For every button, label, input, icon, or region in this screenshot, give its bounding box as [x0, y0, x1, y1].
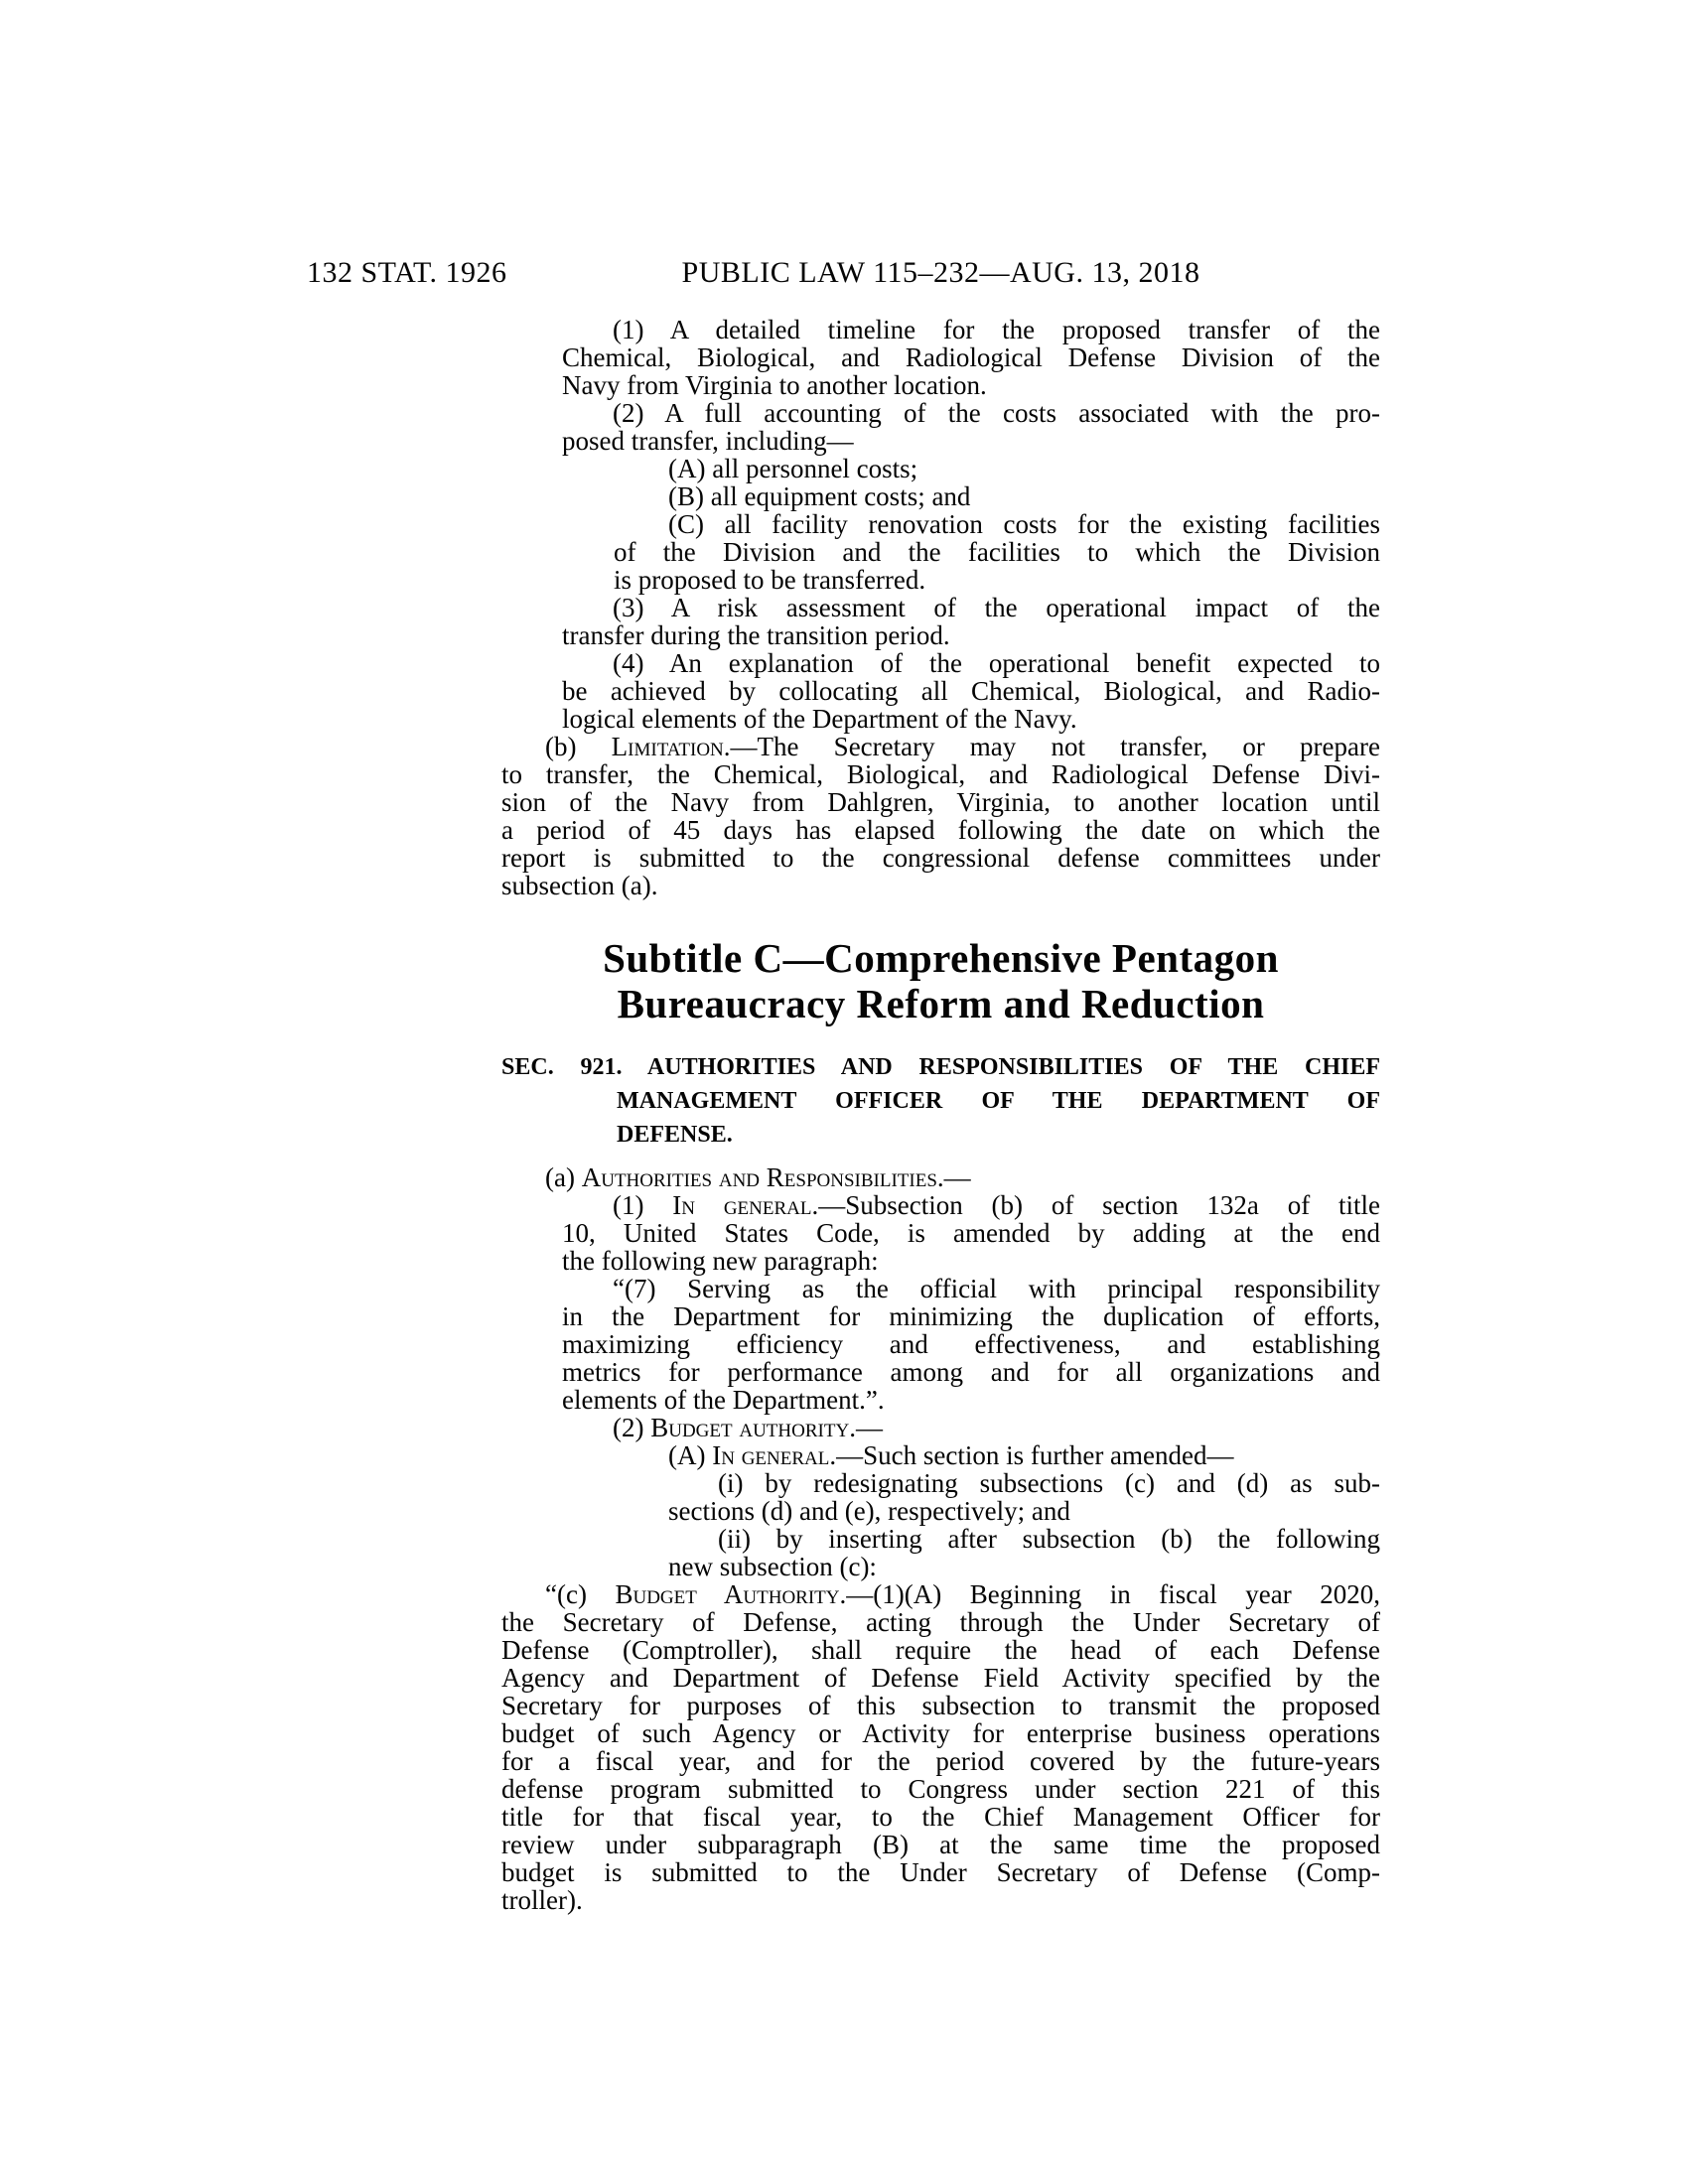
statute-text: Agency and Department of Defense Field Activity specified by the [501, 1663, 1380, 1693]
statute-text: .— [936, 1162, 971, 1192]
statute-text: defense program submitted to Congress under section 221 of this [501, 1774, 1380, 1804]
small-caps-term: Authorities and Responsibilities [581, 1162, 937, 1192]
statute-line [501, 455, 1380, 482]
statute-line [501, 1553, 1380, 1580]
statute-line [501, 1219, 1380, 1247]
statute-text: Secretary for purposes of this subsection to transmit the proposed [501, 1691, 1380, 1720]
statute-text: (3) A risk assessment of the operational impact of the [613, 593, 1380, 622]
statute-line [501, 705, 1380, 733]
statute-text: (C) all facility renovation costs for the existing facilities [668, 509, 1380, 539]
statute-text: (4) An explanation of the operational benefit expected to [613, 648, 1380, 678]
statute-text: .—The Secretary may not transfer, or prepare [723, 732, 1380, 761]
statute-line [501, 1858, 1380, 1886]
statute-text: transfer during the transition period. [562, 620, 950, 650]
statute-line [501, 1386, 1380, 1414]
statute-line [501, 1831, 1380, 1858]
statute-text: (1) [613, 1190, 673, 1220]
statute-line [501, 1775, 1380, 1803]
statute-text: .—(1)(A) Beginning in fiscal year 2020, [839, 1579, 1381, 1609]
statute-text: maximizing efficiency and effectiveness, and establishing [562, 1329, 1380, 1359]
statute-text: budget of such Agency or Activity for enterprise business operations [501, 1718, 1380, 1748]
statute-text: SEC. 921. AUTHORITIES AND RESPONSIBILITIES OF THE CHIEF [501, 1054, 1380, 1080]
statute-line [501, 649, 1380, 677]
statute-line [501, 844, 1380, 872]
statute-text: posed transfer, including— [562, 426, 854, 456]
statute-text: (A) [668, 1440, 713, 1470]
statute-text: budget is submitted to the Under Secretary of Defense (Comp- [501, 1857, 1380, 1887]
statute-line [501, 594, 1380, 621]
statute-line [501, 1580, 1380, 1608]
statute-line [501, 1302, 1380, 1330]
statute-text: title for that fiscal year, to the Chief Management Officer for [501, 1802, 1380, 1832]
statute-text: to transfer, the Chemical, Biological, and Radiological Defense Divi- [501, 759, 1380, 789]
statute-text: a period of 45 days has elapsed following the date on which the [501, 815, 1380, 845]
statute-text: (i) by redesignating subsections (c) and (d) as sub- [718, 1468, 1380, 1498]
section-heading [501, 1050, 1380, 1152]
statute-text: (B) all equipment costs; and [668, 481, 971, 511]
statute-text: (2) A full accounting of the costs associated with the pro- [613, 398, 1380, 428]
statute-text: new subsection (c): [668, 1552, 877, 1581]
statute-line [501, 371, 1380, 399]
statute-line [501, 538, 1380, 566]
statute-text: logical elements of the Department of the Navy. [562, 704, 1077, 734]
statute-line [501, 1525, 1380, 1553]
statute-text: (2) [613, 1413, 651, 1442]
statute-text: MANAGEMENT OFFICER OF THE DEPARTMENT OF [617, 1088, 1380, 1114]
statute-text: the following new paragraph: [562, 1246, 879, 1276]
statute-text: report is submitted to the congressional defense committees under [501, 843, 1380, 873]
statute-text: (ii) by inserting after subsection (b) the following [718, 1524, 1380, 1554]
statute-line [501, 1803, 1380, 1831]
statute-line [501, 1330, 1380, 1358]
statute-line [501, 343, 1380, 371]
statute-text: “(c) [545, 1579, 616, 1609]
stat-page-number: 132 STAT. 1926 [307, 256, 507, 289]
statute-line [501, 1050, 1380, 1084]
small-caps-term: Budget authority [650, 1413, 850, 1442]
statute-line [501, 1497, 1380, 1525]
statute-text: Chemical, Biological, and Radiological Defense Division of the [562, 342, 1380, 372]
statute-line [501, 760, 1380, 788]
statute-text: review under subparagraph (B) at the same time the proposed [501, 1830, 1380, 1859]
statute-line [501, 1414, 1380, 1441]
statute-line [501, 621, 1380, 649]
statute-line [501, 1747, 1380, 1775]
statute-text: 10, United States Code, is amended by adding at the end [562, 1218, 1380, 1248]
statute-text: (a) [545, 1162, 582, 1192]
statute-line [501, 510, 1380, 538]
statute-line [501, 1886, 1380, 1914]
statute-line [501, 399, 1380, 427]
statute-text: subsection (a). [501, 871, 658, 900]
statute-line [501, 1247, 1380, 1275]
statute-body-block-2 [501, 1163, 1380, 1914]
subtitle-heading [501, 935, 1380, 1026]
statute-text: sections (d) and (e), respectively; and [668, 1496, 1070, 1526]
statute-text: (A) all personnel costs; [668, 454, 918, 483]
statute-line [501, 1719, 1380, 1747]
statute-line [501, 1664, 1380, 1692]
statute-line [501, 1469, 1380, 1497]
statute-text-column [501, 316, 1380, 1914]
statute-line [501, 733, 1380, 760]
statute-text: Defense (Comptroller), shall require the head of each Defense [501, 1635, 1380, 1665]
statute-text: Navy from Virginia to another location. [562, 370, 987, 400]
statute-line [501, 1163, 1380, 1191]
statute-line [501, 1636, 1380, 1664]
statute-line [501, 1275, 1380, 1302]
statute-text: the Secretary of Defense, acting through the Under Secretary of [501, 1607, 1380, 1637]
statute-text: DEFENSE. [617, 1122, 733, 1148]
statute-line [501, 566, 1380, 594]
statute-body-block-1 [501, 316, 1380, 899]
statute-text: be achieved by collocating all Chemical, Biological, and Radio- [562, 676, 1380, 706]
statute-text: .—Such section is further amended— [829, 1440, 1234, 1470]
running-header [0, 256, 1688, 296]
statute-line [501, 1118, 1380, 1152]
small-caps-term: In general [712, 1440, 830, 1470]
small-caps-term: Limitation [611, 732, 724, 761]
statute-text: for a fiscal year, and for the period covered by the future-years [501, 1746, 1380, 1776]
public-law-header: PUBLIC LAW 115–232—AUG. 13, 2018 [681, 256, 1200, 289]
statute-line [501, 1692, 1380, 1719]
statute-line [501, 816, 1380, 844]
subtitle-heading-line: Subtitle C—Comprehensive Pentagon [603, 935, 1279, 981]
statute-line [501, 872, 1380, 899]
small-caps-term: Budget Authority [615, 1579, 840, 1609]
statute-line [501, 1441, 1380, 1469]
statute-line [501, 427, 1380, 455]
statute-text: “(7) Serving as the official with principal responsibility [613, 1274, 1380, 1303]
statute-line [501, 677, 1380, 705]
statute-text: .— [849, 1413, 883, 1442]
statute-text: is proposed to be transferred. [614, 565, 926, 595]
statute-text: (b) [545, 732, 612, 761]
statute-line [501, 1358, 1380, 1386]
subtitle-heading-line: Bureaucracy Reform and Reduction [617, 981, 1265, 1026]
statute-text: .—Subsection (b) of section 132a of title [811, 1190, 1380, 1220]
statute-text: sion of the Navy from Dahlgren, Virginia, to another location until [501, 787, 1380, 817]
statute-text: metrics for performance among and for all organizations and [562, 1357, 1380, 1387]
statute-line [501, 482, 1380, 510]
statute-text: (1) A detailed timeline for the proposed transfer of the [613, 315, 1380, 344]
statute-text: in the Department for minimizing the duplication of efforts, [562, 1301, 1380, 1331]
statute-text: of the Division and the facilities to which the Division [614, 537, 1380, 567]
statute-line [501, 788, 1380, 816]
statute-line [501, 1191, 1380, 1219]
statute-line [501, 316, 1380, 343]
statute-text: elements of the Department.”. [562, 1385, 885, 1415]
statute-text: troller). [501, 1885, 583, 1915]
statute-line [501, 1608, 1380, 1636]
statute-line [501, 1084, 1380, 1118]
small-caps-term: In general [672, 1190, 812, 1220]
